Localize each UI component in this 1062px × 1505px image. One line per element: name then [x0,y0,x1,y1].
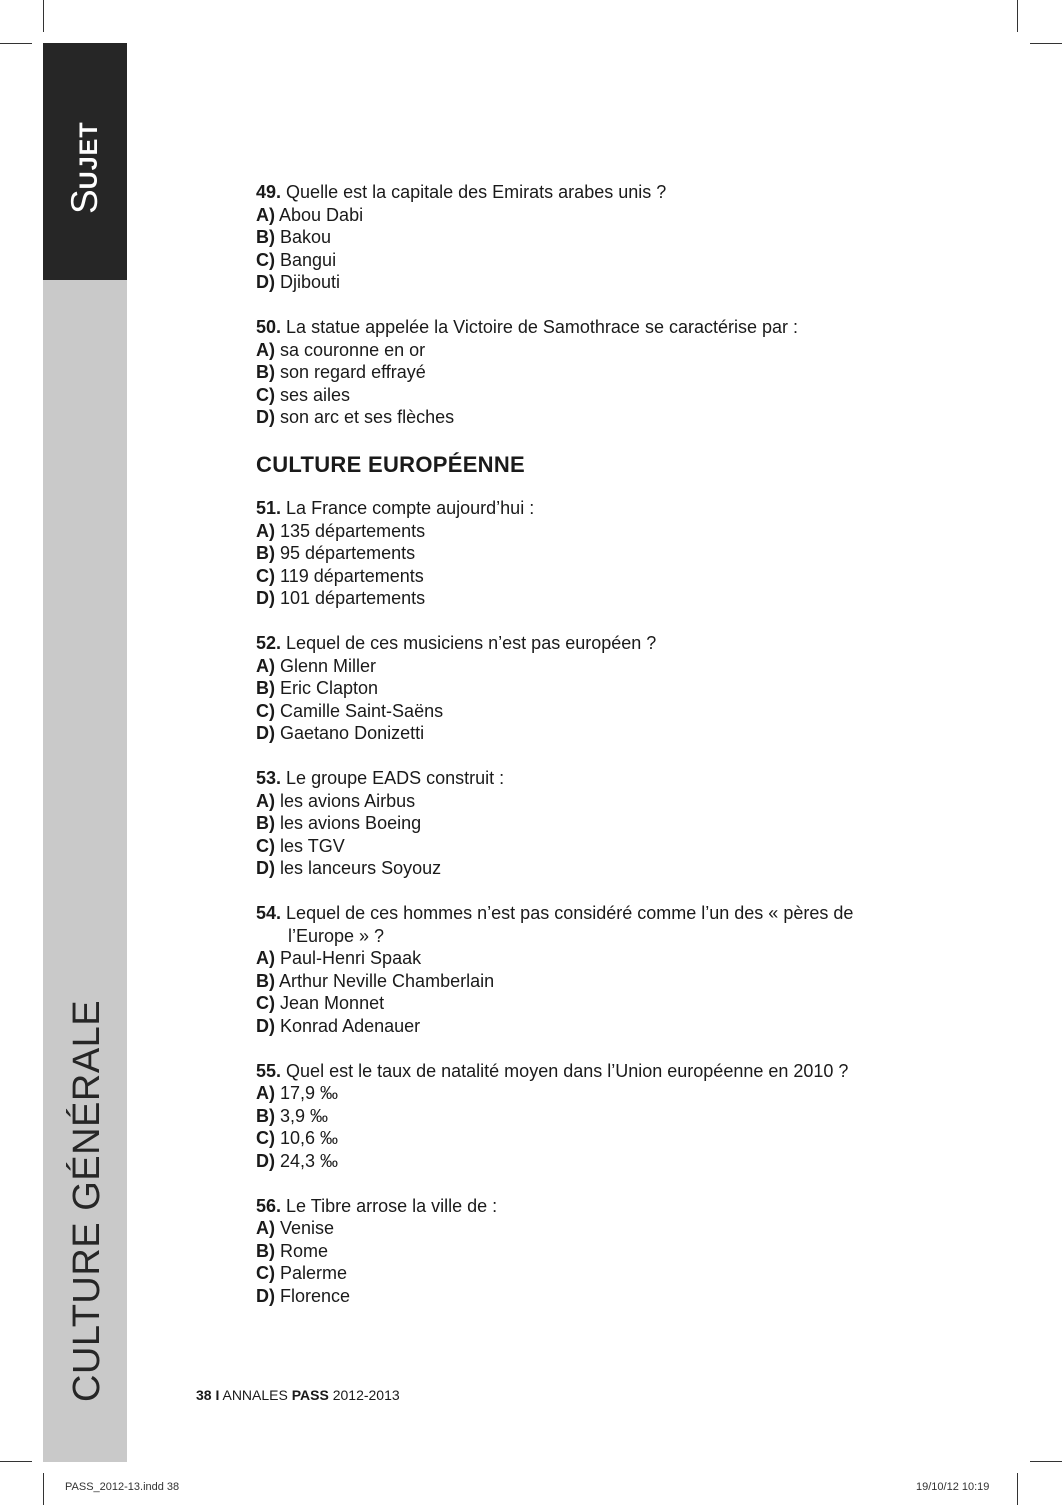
option-letter: D) [256,588,275,608]
option-letter: C) [256,1128,275,1148]
option-text: Bakou [280,227,332,247]
crop-mark [1017,0,1018,32]
option-letter: B) [256,1105,275,1126]
option-text: Arthur Neville Chamberlain [279,970,495,991]
answer-option [256,1015,906,1038]
footer-years: 2012-2013 [332,1387,400,1403]
answer-option [256,1127,906,1150]
option-text: Camille Saint-Saëns [280,700,444,721]
option-text: 101 départements [280,588,426,608]
question-number: 53. [256,768,282,788]
answer-option [256,835,906,858]
option-text: sa couronne en or [280,339,426,360]
question-text: La France compte aujourd’hui : [286,498,535,518]
option-text: ses ailes [280,384,351,405]
answer-option [256,1262,906,1285]
question-stem [256,767,906,790]
answer-option [256,1082,906,1105]
answer-option [256,655,906,678]
option-letter: A) [256,520,275,541]
option-text: Rome [280,1240,329,1261]
option-text: Glenn Miller [280,655,377,676]
question-stem [256,181,906,204]
question-text: Le groupe EADS construit : [286,768,505,788]
option-letter: A) [256,790,275,811]
option-letter: B) [256,543,275,563]
option-letter: D) [256,407,275,427]
crop-mark [43,0,44,32]
option-letter: D) [256,1015,275,1036]
option-letter: C) [256,565,275,586]
answer-option [256,947,906,970]
option-letter: A) [256,339,275,360]
option-letter: A) [256,1083,275,1103]
option-letter: A) [256,655,275,676]
option-letter: A) [256,204,275,225]
answer-option [256,1105,906,1128]
answer-option [256,1217,906,1240]
crop-mark [1017,1473,1018,1505]
answer-option [256,970,906,993]
option-text: 17,9 ‰ [280,1083,339,1103]
question-number: 56. [256,1195,282,1216]
question-stem [256,902,906,947]
option-letter: C) [256,384,275,405]
answer-option [256,361,906,384]
question-number: 54. [256,903,282,923]
option-letter: D) [256,1285,275,1306]
question-text: La statue appelée la Victoire de Samothrace se caractérise par : [286,317,799,337]
question [256,316,906,429]
question-list [256,181,906,1330]
option-text: Paul-Henri Spaak [280,948,422,968]
answer-option [256,339,906,362]
answer-option [256,587,906,610]
answer-option [256,271,906,294]
option-letter: C) [256,993,275,1013]
answer-option [256,700,906,723]
crop-mark [1030,43,1062,44]
option-letter: B) [256,227,275,247]
answer-option [256,204,906,227]
option-text: 10,6 ‰ [280,1128,339,1148]
sidebar-section-label: CULTURE GÉNÉRALE [66,999,108,1402]
question-number: 55. [256,1060,282,1081]
footer-annales: ANNALES [222,1387,288,1403]
answer-option [256,722,906,745]
option-text: 95 départements [280,543,416,563]
section-heading: CULTURE EUROPÉENNE [256,452,526,477]
option-text: 24,3 ‰ [280,1150,339,1171]
option-text: Florence [280,1285,351,1306]
page-footer [196,1387,400,1403]
option-text: les TGV [280,835,345,856]
answer-option [256,542,906,565]
option-letter: A) [256,1218,275,1238]
question-text: Le Tibre arrose la ville de : [286,1195,498,1216]
option-letter: C) [256,835,275,856]
answer-option [256,1285,906,1308]
answer-option [256,565,906,588]
question-text: Lequel de ces hommes n’est pas considéré comme l’un des « pères de l’Europe » ? [286,903,854,946]
question-group [256,497,906,1307]
option-letter: B) [256,362,275,382]
question-stem [256,632,906,655]
option-letter: B) [256,678,275,698]
option-text: les avions Boeing [280,813,422,833]
option-letter: C) [256,1263,275,1283]
question-text: Quelle est la capitale des Emirats arabes unis ? [286,182,667,202]
option-letter: D) [256,723,275,743]
question [256,1060,906,1173]
answer-option [256,857,906,880]
question-number: 52. [256,633,282,653]
question-stem [256,1060,906,1083]
answer-option [256,790,906,813]
option-letter: C) [256,700,275,721]
question-number: 51. [256,498,282,518]
question [256,181,906,294]
page-number: 38 [196,1387,212,1403]
crop-mark [43,1473,44,1505]
crop-mark [1030,1461,1062,1462]
option-letter: D) [256,272,275,292]
answer-option [256,406,906,429]
option-letter: B) [256,813,275,833]
option-text: Jean Monnet [280,993,385,1013]
question [256,767,906,880]
answer-option [256,812,906,835]
option-text: 119 départements [280,565,424,586]
question [256,1195,906,1308]
option-text: 3,9 ‰ [280,1105,329,1126]
answer-option [256,992,906,1015]
option-letter: D) [256,858,275,878]
option-text: les avions Airbus [280,790,416,811]
question [256,497,906,610]
crop-mark [0,1461,32,1462]
sidebar-tab-label: SUJET [64,121,105,214]
answer-option [256,226,906,249]
option-text: Bangui [280,249,337,270]
answer-option [256,1240,906,1263]
option-letter: D) [256,1150,275,1171]
option-text: Abou Dabi [279,204,364,225]
option-letter: B) [256,1240,275,1261]
question-stem [256,497,906,520]
question-number: 50. [256,317,282,337]
answer-option [256,249,906,272]
option-letter: A) [256,948,275,968]
option-text: Eric Clapton [280,678,379,698]
slug-datetime: 19/10/12 10:19 [916,1481,990,1493]
option-letter: C) [256,249,275,270]
question [256,632,906,745]
question-text: Lequel de ces musiciens n’est pas européen ? [286,633,657,653]
question-stem [256,316,906,339]
option-text: les lanceurs Soyouz [280,858,442,878]
option-text: son arc et ses flèches [280,407,455,427]
question-number: 49. [256,182,282,202]
crop-mark [0,43,32,44]
slug-file: PASS_2012-13.indd 38 [65,1481,180,1493]
option-text: 135 départements [280,520,426,541]
answer-option [256,1150,906,1173]
option-text: Palerme [280,1263,348,1283]
question-text: Quel est le taux de natalité moyen dans l’Union européenne en 2010 ? [286,1060,849,1081]
answer-option [256,384,906,407]
option-text: son regard effrayé [280,362,426,382]
footer-separator: I [215,1387,220,1403]
option-letter: B) [256,970,275,991]
option-text: Venise [280,1218,335,1238]
answer-option [256,677,906,700]
answer-option [256,520,906,543]
question-group [256,181,906,429]
option-text: Gaetano Donizetti [280,723,425,743]
question-stem [256,1195,906,1218]
option-text: Konrad Adenauer [280,1015,421,1036]
question [256,902,906,1037]
footer-pass: PASS [291,1387,329,1403]
option-text: Djibouti [280,272,341,292]
